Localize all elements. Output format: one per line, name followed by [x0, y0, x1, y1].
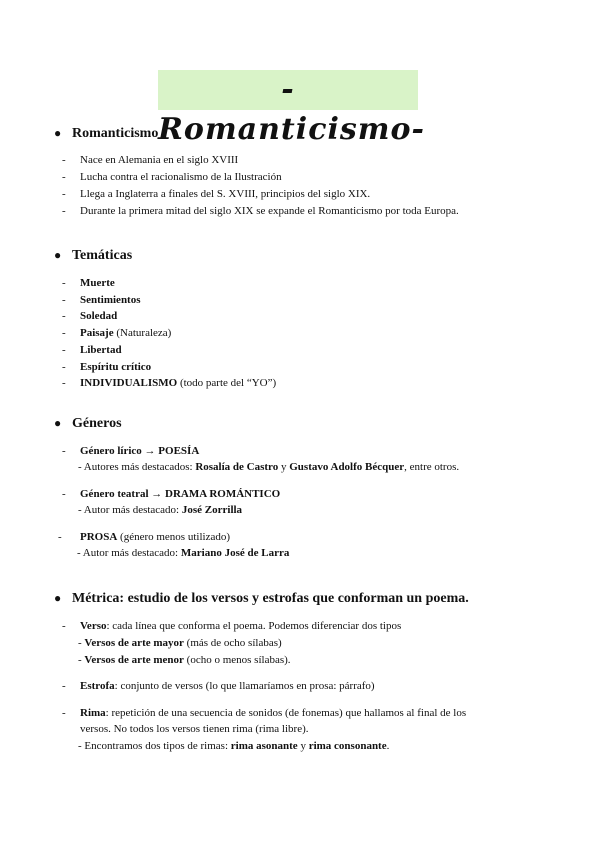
verso-type-name: Versos de arte menor [84, 654, 184, 666]
item-text: Nace en Alemania en el siglo XVIII [80, 154, 239, 166]
genre-label: Género teatral → DRAMA ROMÁNTICO [80, 488, 281, 500]
item-bold: Sentimientos [80, 294, 141, 306]
term: Estrofa [80, 680, 115, 692]
author: Mariano José de Larra [180, 547, 290, 559]
sub-prefix: - Autor más destacado: [78, 504, 182, 516]
term: Rima [80, 707, 106, 719]
item-bold: Libertad [80, 344, 122, 356]
title-highlight [158, 70, 425, 147]
suffix: , entre otros. [404, 461, 460, 473]
item-bold: INDIVIDUALISMO [80, 377, 178, 389]
term: Verso [80, 620, 107, 632]
end: . [386, 740, 390, 752]
joiner: y [297, 740, 309, 752]
bullet-icon: ● [54, 248, 62, 262]
heading-generos [54, 416, 122, 432]
definition: : conjunto de versos (lo que llamaríamos en prosa: párrafo) [114, 680, 375, 692]
genre-label-rest: (género menos utilizado) [117, 531, 230, 543]
author: Rosalía de Castro [195, 461, 279, 473]
heading-text: Métrica: estudio de los versos y estrofas que conforman un poema. [72, 591, 469, 606]
rima-type: rima consonante [308, 740, 387, 752]
heading-text: Temáticas [72, 248, 133, 263]
item-bold: Muerte [80, 277, 115, 289]
definition: : repetición de una secuencia de sonidos (de fonemas) que hallamos al final de los [105, 707, 467, 719]
item-text: Lucha contra el racionalismo de la Ilustración [80, 171, 282, 183]
verso-type-desc: (ocho o menos sílabas). [183, 654, 291, 666]
genre-label: Género lírico → POESÍA [80, 445, 200, 457]
bullet-icon: ● [54, 591, 62, 605]
definition: versos. No todos los versos tienen rima (rima libre). [80, 723, 309, 735]
sub-prefix: - Encontramos dos tipos de rimas: [78, 740, 231, 752]
item-rest: (todo parte del “YO”) [177, 377, 277, 389]
author: José Zorrilla [181, 504, 243, 516]
verso-type-desc: (más de ocho sílabas) [183, 637, 282, 649]
sub-prefix: - Autor más destacado: [77, 547, 181, 559]
heading-tematicas [54, 248, 132, 264]
item-bold: Paisaje [80, 327, 114, 339]
page-title: -Romanticismo- [158, 72, 425, 147]
author: Gustavo Adolfo Bécquer [289, 461, 405, 473]
bullet-icon: ● [54, 416, 62, 430]
verso-type-name: Versos de arte mayor [84, 637, 184, 649]
sub-prefix: - Autores más destacados: [78, 461, 196, 473]
joiner: y [278, 461, 290, 473]
heading-metrica [54, 591, 469, 607]
item-bold: Espíritu crítico [80, 361, 152, 373]
genre-label: PROSA [80, 531, 118, 543]
heading-text: Géneros [72, 416, 122, 431]
item-text: Llega a Inglaterra a finales del S. XVIII, principios del siglo XIX. [80, 188, 371, 200]
item-rest: (Naturaleza) [113, 327, 172, 339]
rima-type: rima asonante [230, 740, 298, 752]
heading-romanticismo [54, 126, 158, 142]
document-page: -Romanticismo- ● Romanticismo - Nace en Alemania en el siglo XVIII - Lucha contra el racionalismo de la Ilustración - Llega a Inglaterra a finales del S. XVIII, principios del siglo XIX. - Durante la primera mitad del siglo XIX se expande el Romanticismo por toda Europa. ● Temáticas - Muerte - Sentimientos - Soledad - Paisaje (Naturaleza) - Libertad - Espíritu crítico - INDIVIDUALISMO (todo parte del “YO”) ● Géneros - Género lírico → POESÍA - Autores más destacados: Rosalía de Castro y Gustavo Adolfo Bécquer, entre otros. - Género teatral → DRAMA ROMÁNTICO - Autor más destacado: José Zorrilla - PROSA (género menos utilizado) - Autor más destacado: Mariano José de Larra ● Métrica: estudio de los versos y estrofas que conforman un poema. - Verso: cada línea que conforma el poema. Podemos diferenciar dos tipos - Versos de arte mayor (más de ocho sílabas) - Versos de arte menor (ocho o menos sílabas). - Estrofa: conjunto de versos (lo que llamaríamos en prosa: párrafo) - Rima: repetición de una secuencia de sonidos (de fonemas) que hallamos al final de los versos. No todos los versos tienen rima (rima libre). - Encontramos dos tipos de rimas: rima asonante y rima consonante. [54, 72, 469, 752]
item-bold: Soledad [80, 310, 118, 322]
definition: : cada línea que conforma el poema. Podemos diferenciar dos tipos [106, 620, 402, 632]
bullet-icon: ● [54, 126, 62, 140]
item-text: Durante la primera mitad del siglo XIX se expande el Romanticismo por toda Europa. [80, 205, 459, 217]
heading-text: Romanticismo [72, 126, 159, 141]
